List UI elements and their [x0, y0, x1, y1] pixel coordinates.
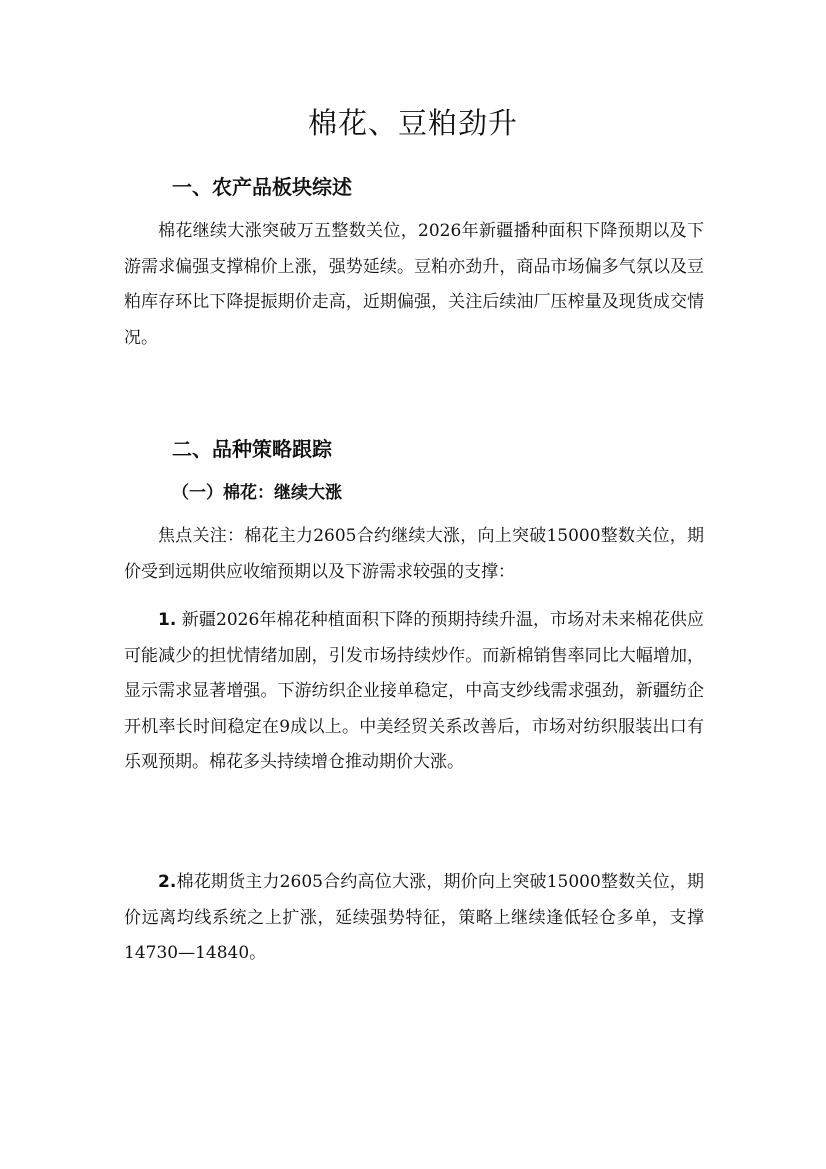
overview-paragraph: 棉花继续大涨突破万五整数关位，2026年新疆播种面积下降预期以及下游需求偏强支撑棉价上涨，强势延续。豆粕亦劲升，商品市场偏多气氛以及豆粕库存环比下降提振期价走高，近期偏强，关注后续油厂压榨量及现货成交情况。 [124, 221, 704, 348]
document-title: 棉花、豆粕劲升 [307, 106, 518, 140]
point-1-number: 1. [158, 610, 177, 630]
point-2-number: 2. [158, 872, 177, 892]
subsection-heading-cotton: （一）棉花：继续大涨 [172, 483, 342, 503]
point-2-paragraph [124, 865, 704, 972]
point-2-text: 棉花期货主力2605合约高位大涨，期价向上突破15000整数关位，期价远离均线系统之上扩涨，延续强势特征，策略上继续逢低轻仓多单，支撑14730—14840。 [124, 872, 704, 963]
point-1-paragraph [124, 603, 704, 781]
section-heading-overview: 一、农产品板块综述 [172, 175, 352, 199]
section-heading-strategy: 二、品种策略跟踪 [172, 437, 332, 461]
point-1-text: 新疆2026年棉花种植面积下降的预期持续升温，市场对未来棉花供应可能减少的担忧情绪加剧，引发市场持续炒作。而新棉销售率同比大幅增加，显示需求显著增强。下游纺织企业接单稳定，中高支纱线需求强劲，新疆纺企开机率长时间稳定在9成以上。中美经贸关系改善后，市场对纺织服装出口有乐观预期。棉花多头持续增仓推动期价大涨。 [124, 610, 704, 772]
focus-paragraph: 焦点关注：棉花主力2605合约继续大涨，向上突破15000整数关位，期价受到远期供应收缩预期以及下游需求较强的支撑： [124, 526, 704, 582]
